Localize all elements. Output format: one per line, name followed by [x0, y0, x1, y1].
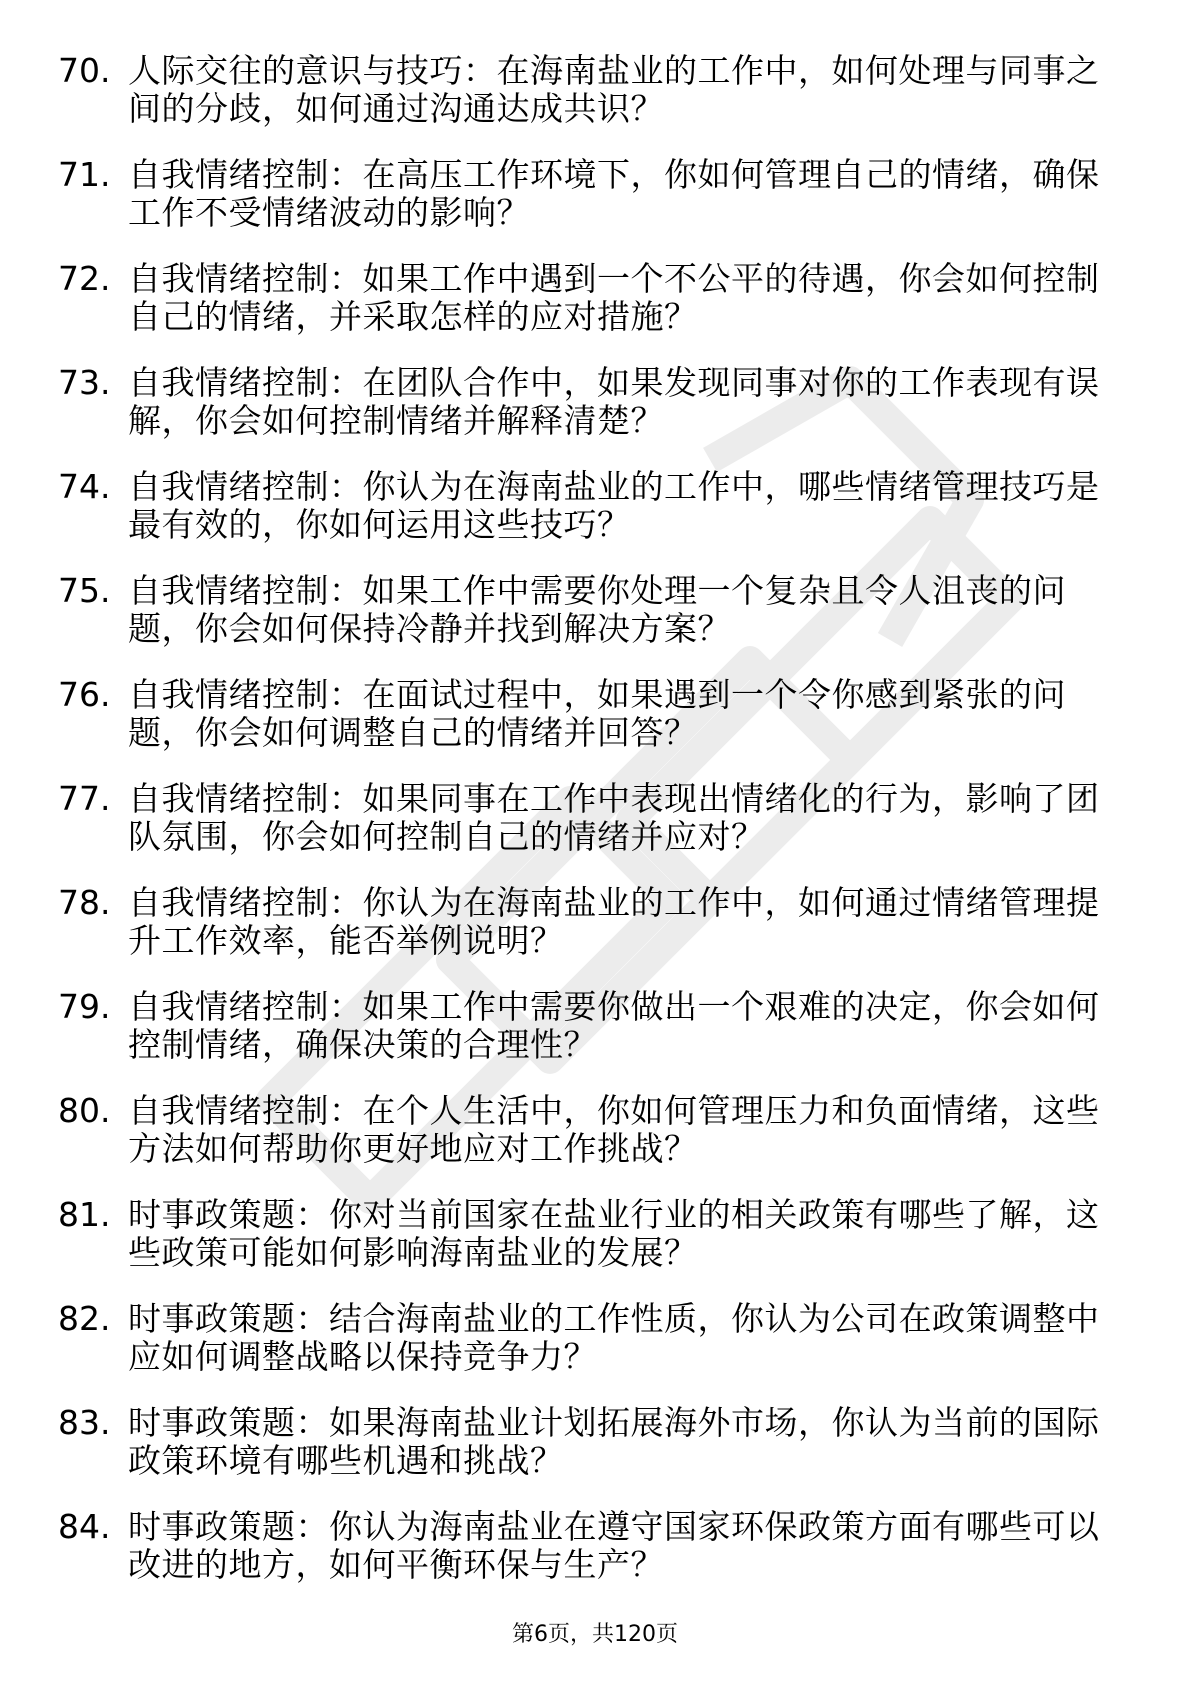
question-item	[58, 572, 1138, 676]
question-text: 自我情绪控制：在高压工作环境下，你如何管理自己的情绪，确保工作不受情绪波动的影响？	[128, 155, 1100, 232]
question-item	[58, 468, 1138, 572]
question-text: 自我情绪控制：你认为在海南盐业的工作中，如何通过情绪管理提升工作效率，能否举例说明？	[128, 883, 1100, 960]
question-item	[58, 676, 1138, 780]
question-number: 71.	[58, 155, 111, 194]
question-item	[58, 260, 1138, 364]
question-text: 自我情绪控制：如果工作中需要你做出一个艰难的决定，你会如何控制情绪，确保决策的合理性？	[128, 987, 1100, 1064]
question-item	[58, 52, 1138, 156]
question-text: 时事政策题：你认为海南盐业在遵守国家环保政策方面有哪些可以改进的地方，如何平衡环保与生产？	[128, 1507, 1100, 1584]
question-item	[58, 884, 1138, 988]
question-text: 自我情绪控制：在个人生活中，你如何管理压力和负面情绪，这些方法如何帮助你更好地应对工作挑战？	[128, 1091, 1100, 1168]
question-text: 自我情绪控制：如果工作中需要你处理一个复杂且令人沮丧的问题，你会如何保持冷静并找到解决方案？	[128, 571, 1066, 648]
question-number: 76.	[58, 675, 111, 714]
question-number: 72.	[58, 259, 111, 298]
question-number: 81.	[58, 1195, 111, 1234]
question-text: 时事政策题：你对当前国家在盐业行业的相关政策有哪些了解，这些政策可能如何影响海南盐业的发展？	[128, 1195, 1100, 1272]
question-item	[58, 1508, 1138, 1612]
question-item	[58, 156, 1138, 260]
question-text: 自我情绪控制：你认为在海南盐业的工作中，哪些情绪管理技巧是最有效的，你如何运用这些技巧？	[128, 467, 1100, 544]
question-item	[58, 988, 1138, 1092]
question-text: 自我情绪控制：在面试过程中，如果遇到一个令你感到紧张的问题，你会如何调整自己的情绪并回答？	[128, 675, 1066, 752]
question-number: 83.	[58, 1403, 111, 1442]
question-number: 73.	[58, 363, 111, 402]
question-item	[58, 364, 1138, 468]
question-text: 时事政策题：结合海南盐业的工作性质，你认为公司在政策调整中应如何调整战略以保持竞争力？	[128, 1299, 1100, 1376]
question-number: 75.	[58, 571, 111, 610]
question-item	[58, 780, 1138, 884]
question-list	[58, 52, 1138, 1612]
question-number: 70.	[58, 51, 111, 90]
page-footer: 第6页，共120页	[512, 1622, 678, 1647]
question-number: 74.	[58, 467, 111, 506]
question-item	[58, 1300, 1138, 1404]
question-item	[58, 1092, 1138, 1196]
question-text: 时事政策题：如果海南盐业计划拓展海外市场，你认为当前的国际政策环境有哪些机遇和挑战？	[128, 1403, 1100, 1480]
question-number: 84.	[58, 1507, 111, 1546]
question-item	[58, 1404, 1138, 1508]
question-text: 自我情绪控制：如果同事在工作中表现出情绪化的行为，影响了团队氛围，你会如何控制自己的情绪并应对？	[128, 779, 1100, 856]
question-number: 77.	[58, 779, 111, 818]
question-text: 人际交往的意识与技巧：在海南盐业的工作中，如何处理与同事之间的分歧，如何通过沟通达成共识？	[128, 51, 1100, 128]
question-text: 自我情绪控制：在团队合作中，如果发现同事对你的工作表现有误解，你会如何控制情绪并解释清楚？	[128, 363, 1100, 440]
question-number: 78.	[58, 883, 111, 922]
question-item	[58, 1196, 1138, 1300]
question-number: 80.	[58, 1091, 111, 1130]
question-number: 82.	[58, 1299, 111, 1338]
question-text: 自我情绪控制：如果工作中遇到一个不公平的待遇，你会如何控制自己的情绪，并采取怎样的应对措施？	[128, 259, 1100, 336]
question-number: 79.	[58, 987, 111, 1026]
